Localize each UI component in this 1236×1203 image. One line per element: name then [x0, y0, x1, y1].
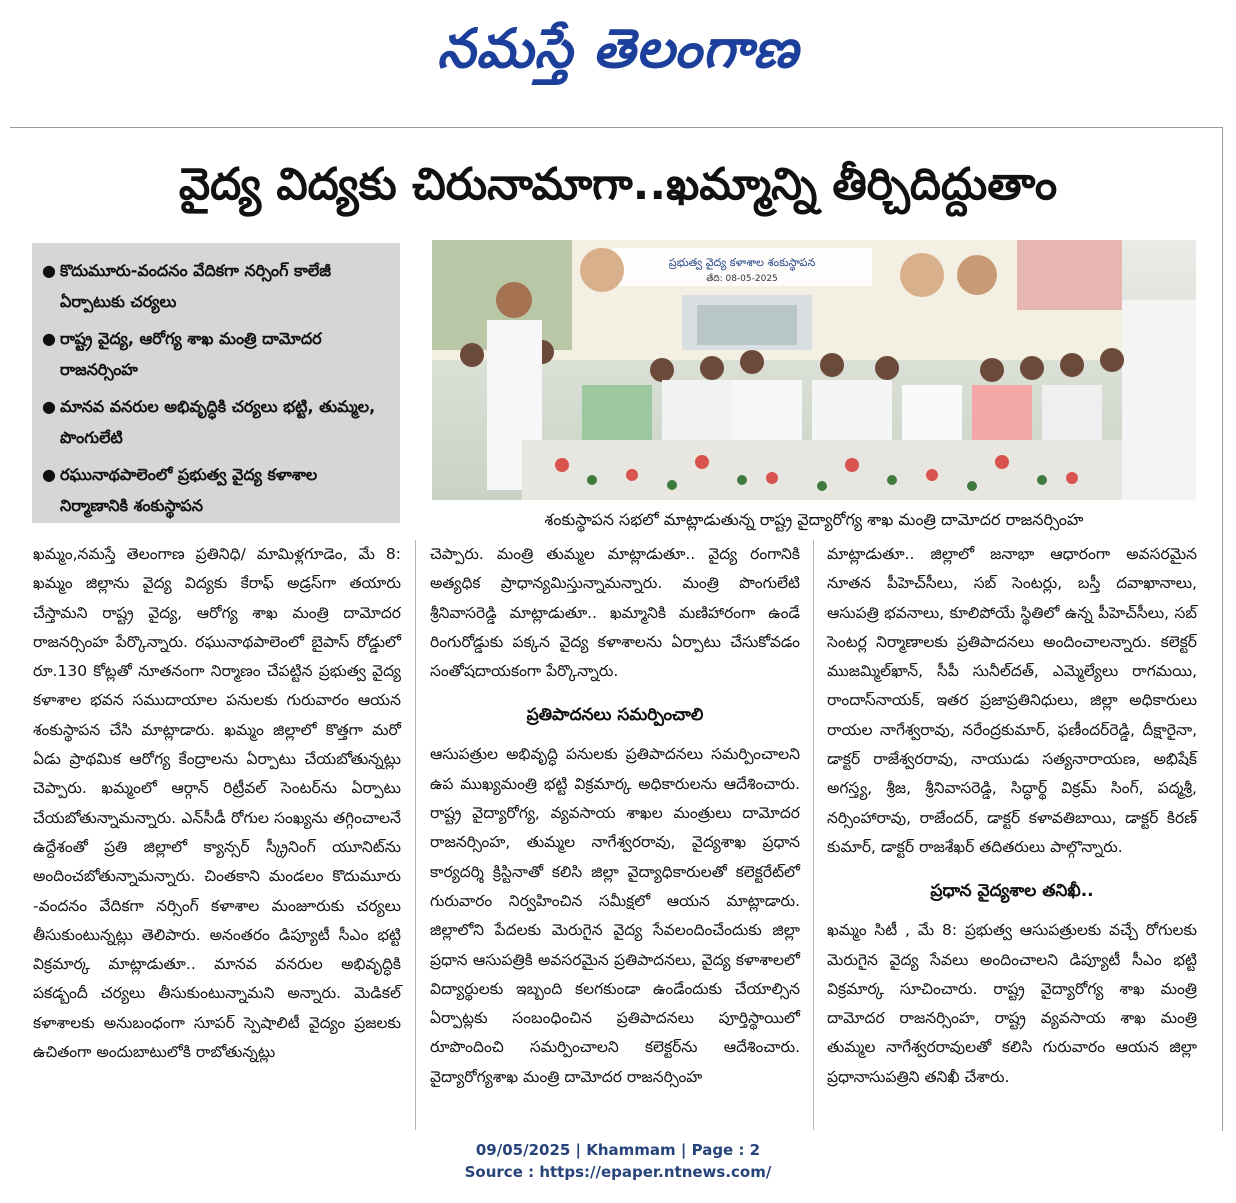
highlight-item	[42, 391, 390, 453]
highlight-text: మానవ వనరుల అభివృద్ధికి చర్యలు భట్టి, తుమ్మల, పొంగులేటి	[60, 397, 376, 447]
article-paragraph: ఖమ్మం,నమస్తే తెలంగాణ ప్రతినిధి/ మామిళ్లగూడెం, మే 8: ఖమ్మం జిల్లాను వైద్య విద్యకు కేరాఫ్ అడ్రస్‌గా తయారు చేస్తామని రాష్ట్ర వైద్య, ఆరోగ్య శాఖ మంత్రి దామోదర రాజనర్సింహ పేర్కొన్నారు. రఘునాథపాలెంలో బైపాస్ రోడ్డులో రూ.130 కోట్లతో నూతనంగా నిర్మాణం చేపట్టిన ప్రభుత్వ వైద్య కళాశాల భవన సముదాయాల పనులకు గురువారం ఆయన శంకుస్థాపన చేసి మాట్లాడారు. ఖమ్మం జిల్లాలో కొత్తగా మరో ఏడు ప్రాథమిక ఆరోగ్య కేంద్రాలను ఏర్పాటు చేయబోతున్నట్లు చెప్పారు. ఖమ్మంలో ఆర్గాన్ రిట్రీవల్ సెంటర్‌ను ఏర్పాటు చేయబోతున్నామన్నారు. ఎన్‌సీడీ రోగుల సంఖ్యను తగ్గించాలనే ఉద్దేశంతో ప్రతి జిల్లాలో క్యాన్సర్ స్క్రీనింగ్ యూనిట్‌ను అందించబోతున్నామన్నారు. చింతకాని మండలం కొదుమూరు -వందనం వేదికగా నర్సింగ్ కళాశాల మంజూరుకు చర్యలు తీసుకుంటున్నట్లు తెలిపారు. అనంతరం డిప్యూటీ సీఎం భట్టి విక్రమార్క మాట్లాడుతూ.. మానవ వనరుల అభివృద్ధికి పకడ్బందీ చర్యలు తీసుకుంటున్నామని అన్నారు. మెడికల్ కళాశాలకు అనుబంధంగా సూపర్ స్పెషాలిటీ వైద్యం ప్రజలకు ఉచితంగా అందుబాటులోకి రాబోతున్నట్లు	[33, 545, 401, 1062]
banner-date: తేది: 08-05-2025	[706, 274, 778, 284]
banner-text: ప్రభుత్వ వైద్య కళాశాల శంకుస్థాపన	[668, 256, 816, 269]
highlight-text: కొదుమూరు-వందనం వేదికగా నర్సింగ్ కాలేజీ ఏర్పాటుకు చర్యలు	[60, 261, 331, 311]
bullet-icon: ●	[42, 465, 56, 484]
column-divider	[415, 540, 416, 1130]
bullet-icon: ●	[42, 397, 56, 416]
photo-illustration	[432, 240, 1196, 500]
article-column-2	[430, 540, 800, 1130]
headline: వైద్య విద్యకు చిరునామాగా..ఖమ్మాన్ని తీర్చిదిద్దుతాం	[178, 159, 1058, 210]
bullet-icon: ●	[42, 261, 56, 280]
highlight-item	[42, 323, 390, 385]
photo-caption: శంకుస్థాపన సభలో మాట్లాడుతున్న రాష్ట్ర వైద్యారోగ్య శాఖ మంత్రి దామోదర రాజనర్సింహ	[544, 510, 1084, 529]
article-paragraph: ఆసుపత్రుల అభివృద్ధి పనులకు ప్రతిపాదనలు సమర్పించాలని ఉప ముఖ్యమంత్రి భట్టి విక్రమార్క అధికారులను ఆదేశించారు. రాష్ట్ర వైద్యారోగ్య, వ్యవసాయ శాఖల మంత్రులు దామోదర రాజనర్సింహ, తుమ్మల నాగేశ్వరరావు, వైద్యశాఖ ప్రధాన కార్యదర్శి క్రిస్టినాతో కలిసి జిల్లా వైద్యాధికారులతో కలెక్టరేట్‌లో గురువారం నిర్వహించిన సమీక్షలో ఆయన మాట్లాడారు. జిల్లాలోని పేదలకు మెరుగైన వైద్య సేవలందించేందుకు జిల్లా ప్రధాన ఆసుపత్రికి అవసరమైన ప్రతిపాదనలు, వైద్య కళాశాలలో విద్యార్థులకు ఇబ్బంది కలగకుండా ఉండేందుకు చేయాల్సిన ఏర్పాట్లకు సంబంధించిన ప్రతిపాదనలు పూర్తిస్థాయిలో రూపొందించి సమర్పించాలని కలెక్టర్‌ను ఆదేశించారు. వైద్యారోగ్యశాఖ మంత్రి దామోదర రాజనర్సింహ	[430, 745, 800, 1086]
article-paragraph: మాట్లాడుతూ.. జిల్లాలో జనాభా ఆధారంగా అవసరమైన నూతన పీహెచ్‌సీలు, సబ్ సెంటర్లు, బస్తీ దవాఖానాలు, ఆసుపత్రి భవనాలు, కూలిపోయే స్థితిలో ఉన్న పీహెచ్‌సీలు, సబ్ సెంటర్ల నిర్మాణాలకు ప్రతిపాదనలు అందించాలన్నారు. కలెక్టర్ ముజమ్మిల్‌ఖాన్, సీపీ సునీల్‌దత్, ఎమ్మెల్యేలు రాగమయి, రాందాస్‌నాయక్, ఇతర ప్రజాప్రతినిధులు, జిల్లా అధికారులు రాయల నాగేశ్వరావు, నరేంద్రకుమార్, ఫణీందర్‌రెడ్డి, దీక్షారైనా, డాక్టర్ రాజేశ్వరరావు, నాయుడు సత్యనారాయణ, అభిషేక్ అగస్త్య, శ్రీజ, శ్రీనివాసరెడ్డి, సిద్ధార్థ్ విక్రమ్ సింగ్, పద్మశ్రీ, నర్సింహారావు, రాజేందర్, డాక్టర్ కళావతిబాయి, డాక్టర్ కిరణ్ కుమార్, డాక్టర్ రాజశేఖర్ తదితరులు పాల్గొన్నారు.	[827, 545, 1197, 856]
article-paragraph: ఖమ్మం సిటీ , మే 8: ప్రభుత్వ ఆసుపత్రులకు వచ్చే రోగులకు మెరుగైన వైద్య సేవలు అందించాలని డిప్యూటీ సీఎం భట్టి విక్రమార్క సూచించారు. రాష్ట్ర వైద్యారోగ్య శాఖ మంత్రి దామోదర రాజనర్సింహ, రాష్ట్ర వ్యవసాయ శాఖ మంత్రి తుమ్మల నాగేశ్వరరావులతో కలిసి గురువారం ఆయన జిల్లా ప్రధానాసుపత్రిని తనిఖీ చేశారు.	[827, 921, 1197, 1086]
article-column-3	[827, 540, 1197, 1130]
subheading: ప్రధాన వైద్యశాల తనిఖీ..	[930, 881, 1094, 902]
masthead-title: నమస్తే తెలంగాణ	[437, 16, 799, 80]
footer-date-line: 09/05/2025 | Khammam | Page : 2	[475, 1141, 761, 1159]
highlight-item	[42, 459, 390, 521]
article-column-1	[33, 540, 401, 1130]
highlight-item	[42, 255, 390, 317]
footer-source-link[interactable]: Source : https://epaper.ntnews.com/	[464, 1163, 772, 1181]
highlight-text: రఘునాథపాలెంలో ప్రభుత్వ వైద్య కళాశాల నిర్మాణానికి శంకుస్థాపన	[60, 465, 318, 515]
bullet-icon: ●	[42, 329, 56, 348]
highlights-box	[32, 243, 400, 523]
subheading: ప్రతిపాదనలు సమర్పించాలి	[526, 705, 704, 726]
highlight-text: రాష్ట్ర వైద్య, ఆరోగ్య శాఖ మంత్రి దామోదర రాజనర్సింహ	[60, 329, 322, 379]
column-divider	[813, 540, 814, 1130]
article-paragraph: చెప్పారు. మంత్రి తుమ్మల మాట్లాడుతూ.. వైద్య రంగానికి అత్యధిక ప్రాధాన్యమిస్తున్నామన్నారు. మంత్రి పొంగులేటి శ్రీనివాసరెడ్డి మాట్లాడుతూ.. ఖమ్మానికి మణిహారంగా ఉండే రింగురోడ్డుకు పక్కన వైద్య కళాశాలను ఏర్పాటు చేసుకోవడం సంతోషదాయకంగా పేర్కొన్నారు.	[430, 545, 800, 681]
news-photo	[432, 240, 1196, 500]
